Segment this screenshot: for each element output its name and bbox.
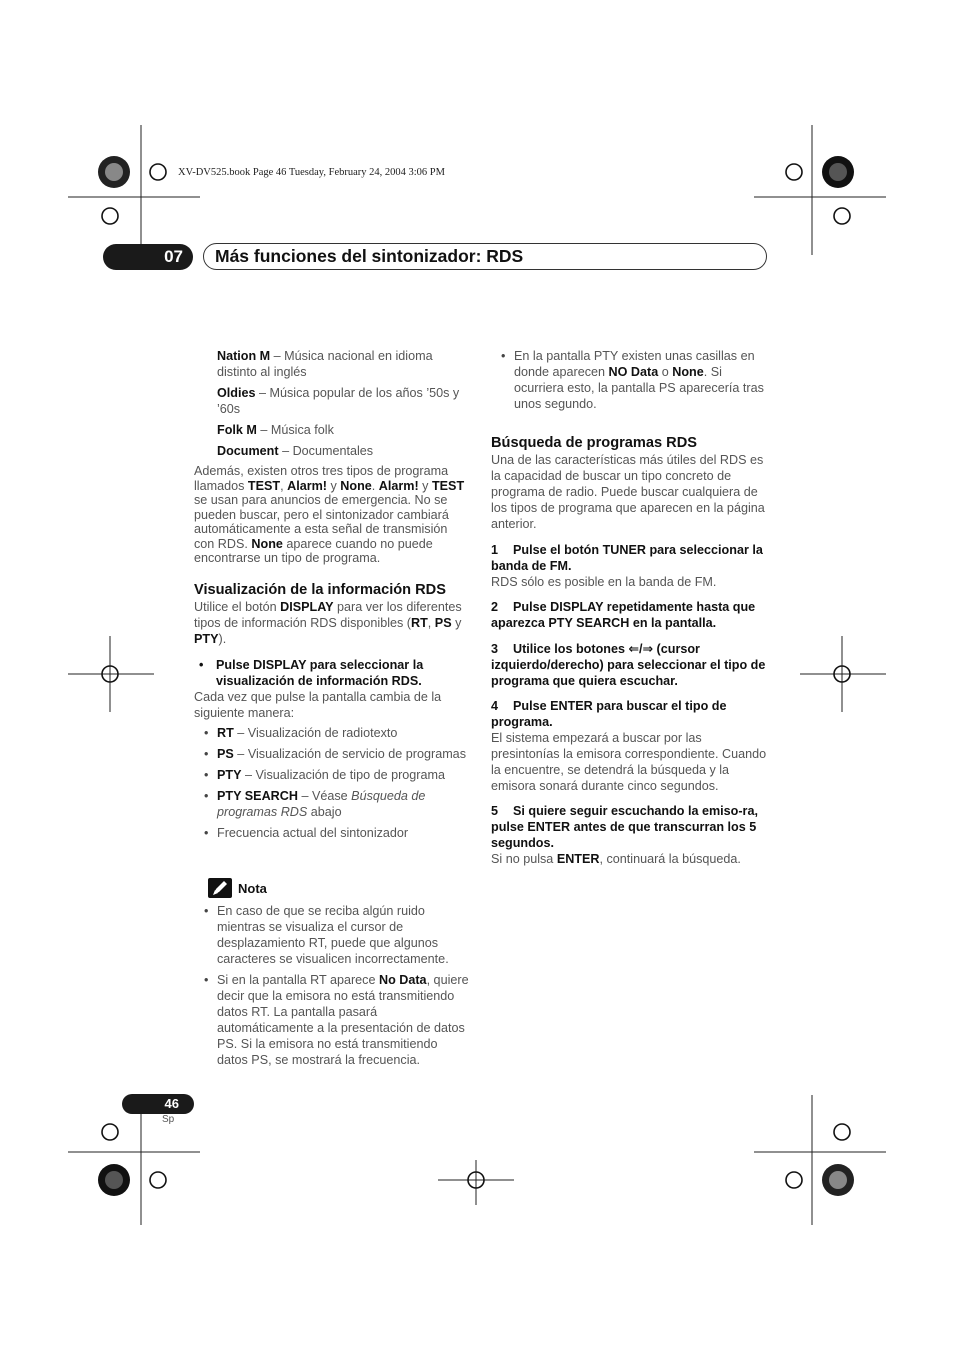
search-step: 1 Pulse el botón TUNER para seleccionar la banda de FM. [491,543,763,573]
genre-item: Oldies – Música popular de los años ’50s y ’60s [217,386,460,416]
print-info: XV-DV525.book Page 46 Tuesday, February 24, 2004 3:06 PM [178,167,445,178]
display-mode-item: • PTY – Visualización de tipo de programa [217,767,470,783]
genre-item: Document – Documentales [217,444,374,458]
note-item: • Si en la pantalla RT aparece No Data, quiere decir que la emisora no está transmitiendo datos RT. La pantalla pasará automáticamente a la presentación de datos PS. Si la emisora no está transmitiendo datos PS, se mostrará la frecuencia. [217,972,471,1068]
step-description: Cada vez que pulse la pantalla cambia de la siguiente manera: [194,689,442,720]
search-step: 5 Si quiere seguir escuchando la emiso-ra, pulse ENTER antes de que transcurran los 5 segundos. [491,804,758,850]
genre-item: Folk M – Música folk [217,423,334,437]
search-step: 2 Pulse DISPLAY repetidamente hasta que aparezca PTY SEARCH en la pantalla. [491,600,756,630]
display-mode-item: • RT – Visualización de radiotexto [217,725,470,741]
note-title: Nota [238,881,267,896]
vis-paragraph: Utilice el botón DISPLAY para ver los diferentes tipos de información RDS disponibles (RT, PS y PTY). [194,599,462,646]
search-step: 3 Utilice los botones ⇐/⇒ (cursor izquierdo/derecho) para seleccionar el tipo de programa que quiera escuchar. [491,642,766,688]
genre-item: Nation M – Música nacional en idioma distinto al inglés [217,349,433,379]
chapter-number-badge: 07 [103,244,193,270]
display-mode-item: • PS – Visualización de servicio de programas [217,746,470,762]
pty-note-item: • En la pantalla PTY existen unas casillas en donde aparecen NO Data o None. Si ocurriera esto, la pantalla PS aparecería tras unos segundo. [514,348,767,412]
note-item: • En caso de que se reciba algún ruido mientras se visualiza el cursor de desplazamiento RT, puede que algunos caracteres se visualicen incorrectamente. [217,903,471,967]
right-column [491,348,767,867]
display-mode-item: • PTY SEARCH – Véase Búsqueda de programas RDS abajo [217,788,470,820]
step-instruction: • Pulse DISPLAY para seleccionar la visualización de información RDS. [199,657,424,688]
note-body [217,903,471,1068]
page-number: 46 [122,1094,194,1114]
section-heading: Visualización de la información RDS [194,581,446,598]
extra-types-paragraph: Además, existen otros tres tipos de programa llamados TEST, Alarm! y None. Alarm! y TEST se usan para anuncios de emergencia. No se pueden buscar, pero el sintonizador cambiará automáticamente a esta señal de transmisión con RDS. None aparece cuando no puede encontrarse un tipo de programa. [194,464,465,565]
pencil-icon [208,878,232,898]
search-step: 4 Pulse ENTER para buscar el tipo de programa. [491,699,727,729]
chapter-title: Más funciones del sintonizador: RDS [203,243,767,270]
search-step-desc: El sistema empezará a buscar por las presintonías la emisora correspondiente. Cuando la encuentre, se detendrá la búsqueda y la emisora sonará durante cinco segundos. [491,731,767,793]
search-step-desc: RDS sólo es posible en la banda de FM. [491,575,717,589]
page-language: Sp [162,1114,175,1125]
display-mode-item: • Frecuencia actual del sintonizador [217,825,470,841]
search-step-desc: Si no pulsa ENTER, continuará la búsqueda. [491,852,741,866]
intro-paragraph: Una de las características más útiles del RDS es la capacidad de buscar un tipo concreto de programa de radio. Puede buscar cualquiera de los tipos de programa que aparecen en la página anterior. [491,453,765,531]
left-column [194,348,470,841]
section-heading: Búsqueda de programas RDS [491,435,697,451]
